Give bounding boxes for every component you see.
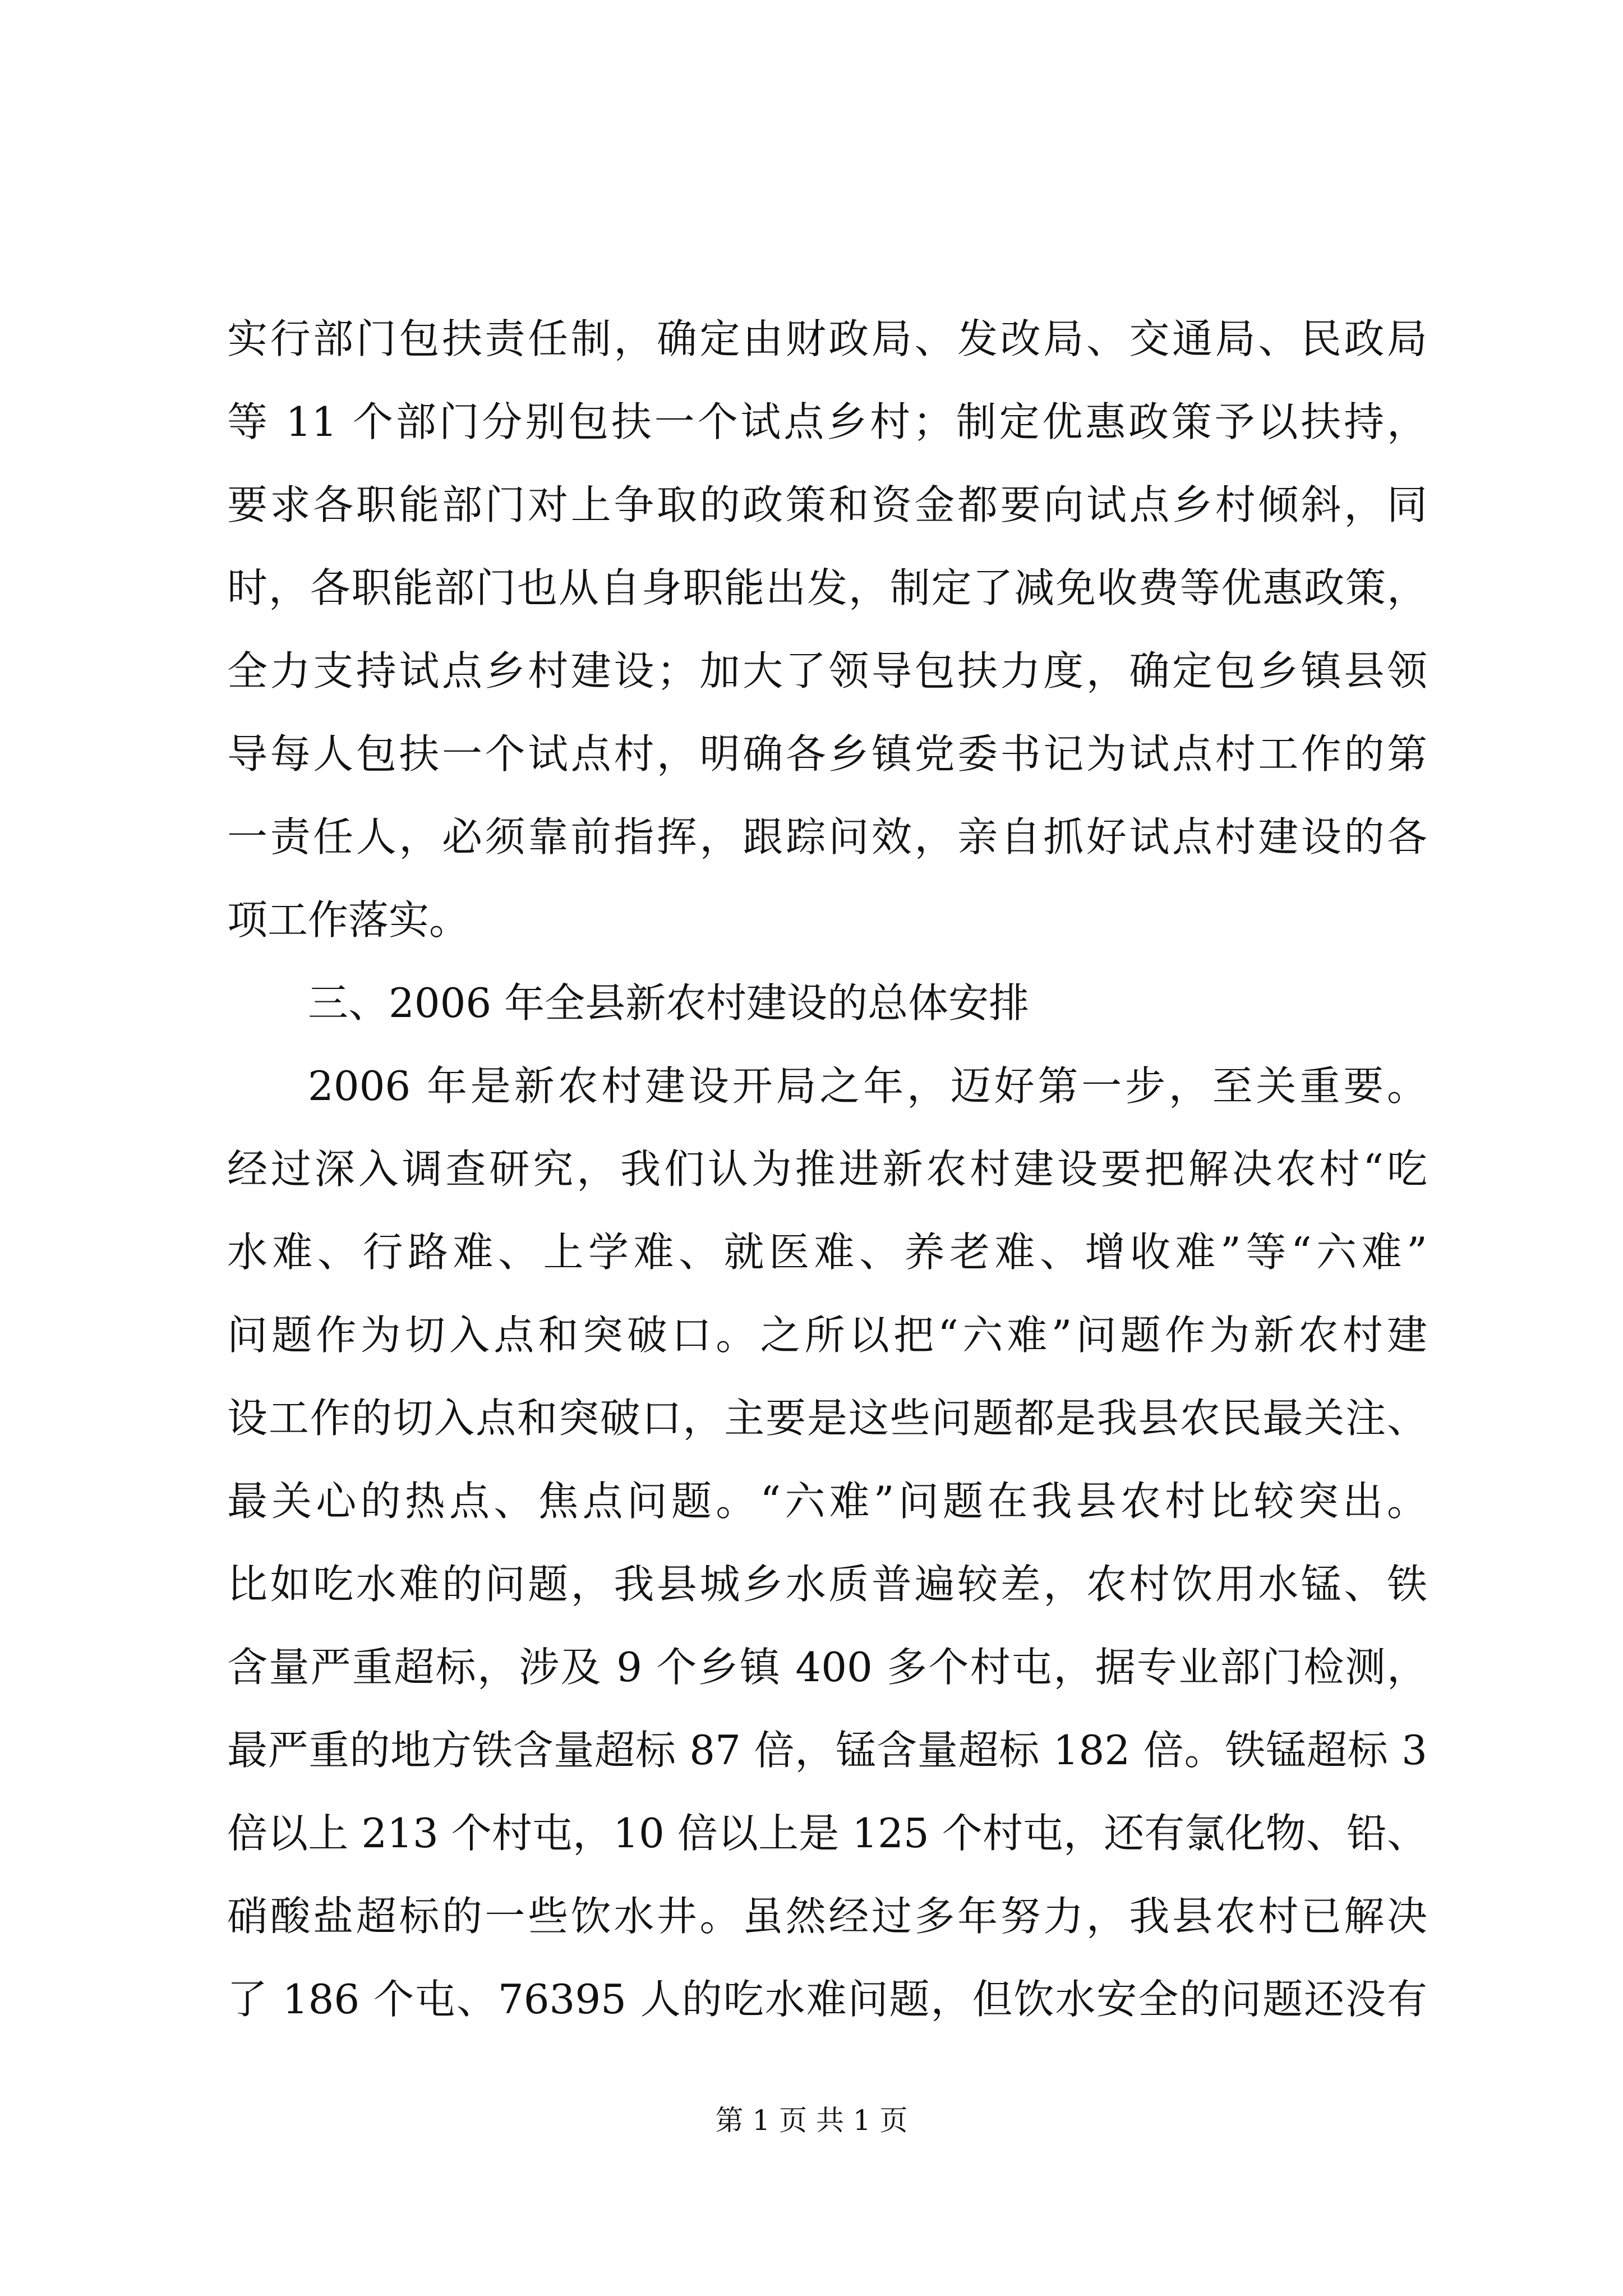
- text-line: 设工作的切入点和突破口，主要是这些问题都是我县农民最关注、: [227, 1395, 1427, 1442]
- text-line: 一责任人，必须靠前指挥，跟踪问效，亲自抓好试点村建设的各: [227, 813, 1427, 861]
- text-line: 全力支持试点乡村建设；加大了领导包扶力度，确定包乡镇县领: [227, 647, 1427, 694]
- text-line: 硝酸盐超标的一些饮水井。虽然经过多年努力，我县农村已解决: [227, 1893, 1427, 1940]
- text-line: 问题作为切入点和突破口。之所以把“六难”问题作为新农村建: [227, 1312, 1427, 1359]
- text-line: 最严重的地方铁含量超标 87 倍，锰含量超标 182 倍。铁锰超标 3: [227, 1727, 1427, 1774]
- text-line: 导每人包扶一个试点村，明确各乡镇党委书记为试点村工作的第: [227, 730, 1427, 777]
- section-heading: 三、2006 年全县新农村建设的总体安排: [308, 979, 1030, 1027]
- text-line: 时，各职能部门也从自身职能出发，制定了减免收费等优惠政策，: [227, 564, 1427, 611]
- text-line: 实行部门包扶责任制，确定由财政局、发改局、交通局、民政局: [227, 315, 1427, 362]
- text-line: 等 11 个部门分别包扶一个试点乡村；制定优惠政策予以扶持，: [227, 398, 1427, 445]
- text-line: 水难、行路难、上学难、就医难、养老难、增收难”等“六难”: [227, 1228, 1427, 1276]
- text-line: 最关心的热点、焦点问题。“六难”问题在我县农村比较突出。: [227, 1478, 1427, 1525]
- text-line: 倍以上 213 个村屯，10 倍以上是 125 个村屯，还有氯化物、铅、: [227, 1810, 1427, 1857]
- text-line: 比如吃水难的问题，我县城乡水质普遍较差，农村饮用水锰、铁: [227, 1561, 1427, 1608]
- text-line: 要求各职能部门对上争取的政策和资金都要向试点乡村倾斜，同: [227, 481, 1427, 528]
- text-line: 经过深入调查研究，我们认为推进新农村建设要把解决农村“吃: [227, 1145, 1427, 1193]
- body-text: [227, 297, 1427, 2041]
- text-line: 含量严重超标，涉及 9 个乡镇 400 多个村屯，据专业部门检测，: [227, 1644, 1427, 1691]
- page-number: 第 1 页 共 1 页: [715, 2104, 908, 2137]
- text-line: 项工作落实。: [227, 896, 470, 944]
- text-line: 了 186 个屯、76395 人的吃水难问题，但饮水安全的问题还没有: [227, 1976, 1427, 2023]
- text-line: 2006 年是新农村建设开局之年，迈好第一步，至关重要。: [308, 1062, 1427, 1110]
